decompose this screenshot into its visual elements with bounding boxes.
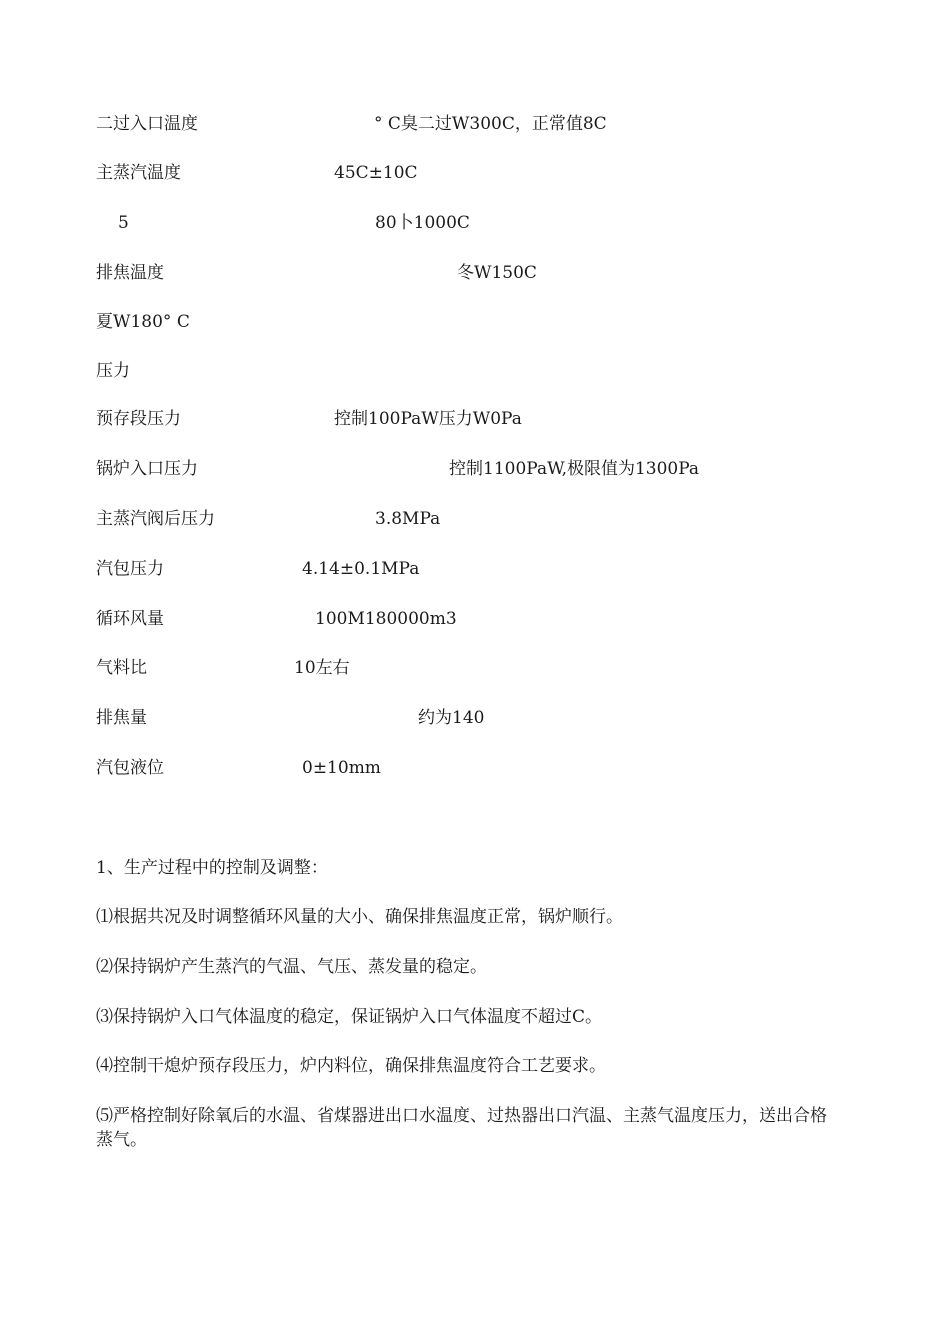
param-row xyxy=(0,705,950,731)
param-label: 汽包压力 xyxy=(96,559,164,579)
param-label: 排焦温度 xyxy=(96,263,164,283)
param-row xyxy=(0,506,950,532)
param-label: 预存段压力 xyxy=(96,409,181,429)
param-label: 循环风量 xyxy=(96,609,164,629)
param-label: 气料比 xyxy=(96,658,147,678)
param-value: 约为140 xyxy=(418,708,485,728)
param-value: 控制1100PaW,极限值为1300Pa xyxy=(449,459,700,479)
param-value: 80卜1000C xyxy=(375,213,470,233)
param-value: 100M180000m3 xyxy=(315,609,457,629)
param-value: 0±10mm xyxy=(302,758,381,778)
param-row xyxy=(0,556,950,582)
param-row xyxy=(0,406,950,432)
param-label: 压力 xyxy=(96,361,130,381)
param-value: 控制100PaW压力W0Pa xyxy=(334,409,522,429)
param-value: 10左右 xyxy=(294,658,350,678)
param-row xyxy=(0,755,950,781)
list-item: ⑶保持锅炉入口气体温度的稳定，保证锅炉入口气体温度不超过C。 xyxy=(96,1007,603,1027)
list-item: ⑸严格控制好除氧后的水温、省煤器进出口水温度、过热器出口汽温、主蒸气温度压力，送出合格蒸气。 xyxy=(96,1106,827,1150)
param-label: 主蒸汽温度 xyxy=(96,163,181,183)
param-row xyxy=(0,358,950,384)
section-heading: 1、生产过程中的控制及调整： xyxy=(96,858,328,878)
param-row xyxy=(0,606,950,632)
param-label: 主蒸汽阀后压力 xyxy=(96,509,215,529)
param-label: 排焦量 xyxy=(96,708,147,728)
param-row xyxy=(0,309,950,335)
list-item: ⑴根据共况及时调整循环风量的大小、确保排焦温度正常，锅炉顺行。 xyxy=(96,907,623,927)
param-row xyxy=(0,260,950,286)
param-row xyxy=(0,655,950,681)
param-row xyxy=(0,456,950,482)
param-value: 45C±10C xyxy=(334,163,418,183)
param-label: 锅炉入口压力 xyxy=(96,459,198,479)
param-label: 夏W180° C xyxy=(96,312,190,332)
param-value: 3.8MPa xyxy=(375,509,441,529)
list-item: ⑵保持锅炉产生蒸汽的气温、气压、蒸发量的稳定。 xyxy=(96,957,487,977)
param-value: 4.14±0.1MPa xyxy=(302,559,420,579)
param-row xyxy=(0,210,950,236)
param-label: 5 xyxy=(118,213,129,233)
param-value: 冬W150C xyxy=(457,263,537,283)
param-value: ° C臭二过W300C，正常值8C xyxy=(374,114,607,134)
param-label: 二过入口温度 xyxy=(96,114,198,134)
list-item: ⑷控制干熄炉预存段压力，炉内料位，确保排焦温度符合工艺要求。 xyxy=(96,1056,606,1076)
param-label: 汽包液位 xyxy=(96,758,164,778)
param-row xyxy=(0,160,950,186)
param-row xyxy=(0,111,950,137)
